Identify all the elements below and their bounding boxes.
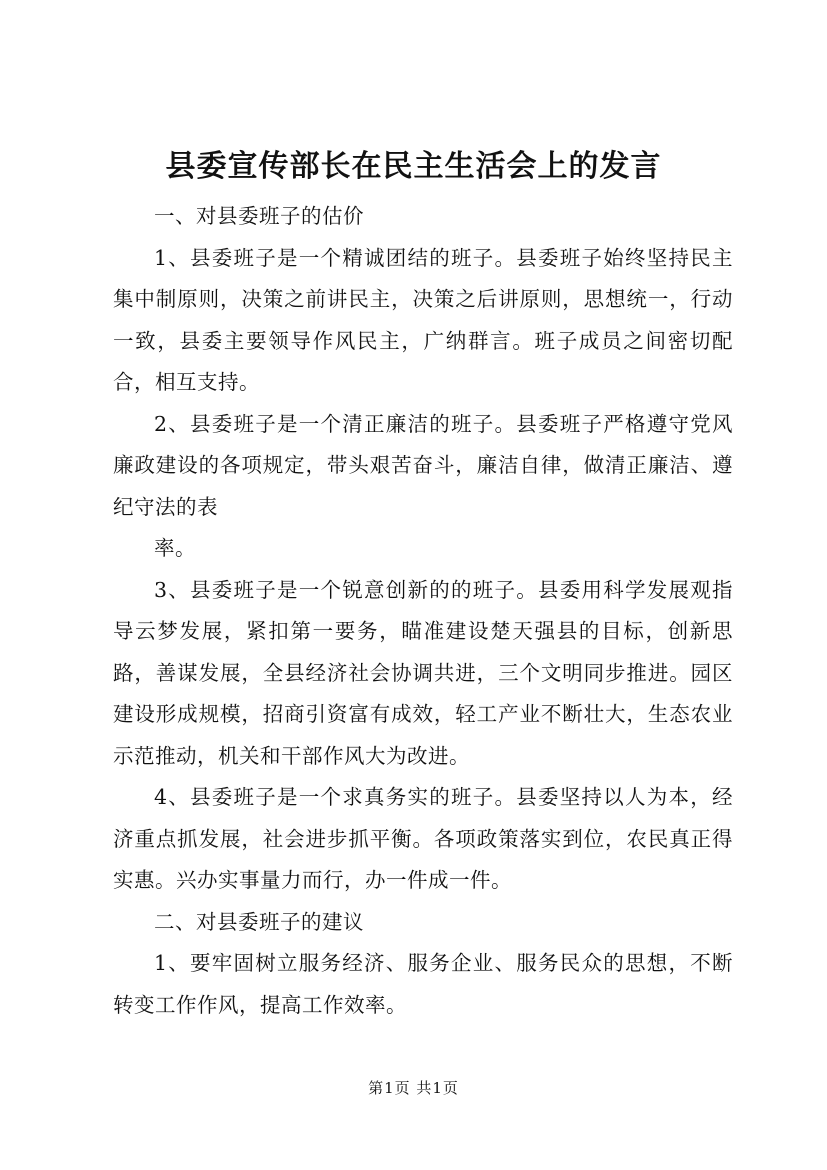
paragraph: 1、县委班子是一个精诚团结的班子。县委班子始终坚持民主集中制原则，决策之前讲民主，决策之后讲原则，思想统一，行动一致，县委主要领导作风民主，广纳群言。班子成员之间密切配合，相互支持。 [113,245,733,394]
paragraph: 1、要牢固树立服务经济、服务企业、服务民众的思想，不断转变工作作风，提高工作效率。 [113,951,733,1017]
paragraph: 2、县委班子是一个清正廉洁的班子。县委班子严格遵守党风廉政建设的各项规定，带头艰苦奋斗，廉洁自律，做清正廉洁、遵纪守法的表 [113,411,733,519]
page-title: 县委宣传部长在民主生活会上的发言 [165,149,662,184]
document-body [113,196,733,1026]
paragraph: 4、县委班子是一个求真务实的班子。县委坚持以人为本，经济重点抓发展，社会进步抓平衡。各项政策落实到位，农民真正得实惠。兴办实事量力而行，办一件成一件。 [113,785,733,892]
section-heading-2: 二、对县委班子的建议 [154,909,364,934]
paragraph-continuation: 率。 [154,536,196,560]
paragraph: 3、县委班子是一个锐意创新的的班子。县委用科学发展观指导云梦发展，紧扣第一要务，瞄准建设楚天强县的目标，创新思路，善谋发展，全县经济社会协调共进，三个文明同步推进。园区建设形成规模，招商引资富有成效，轻工产业不断壮大，生态农业示范推动，机关和干部作风大为改进。 [113,577,733,768]
section-heading-1: 一、对县委班子的估价 [154,204,364,228]
page-footer: 第1页 共1页 [368,1079,459,1097]
